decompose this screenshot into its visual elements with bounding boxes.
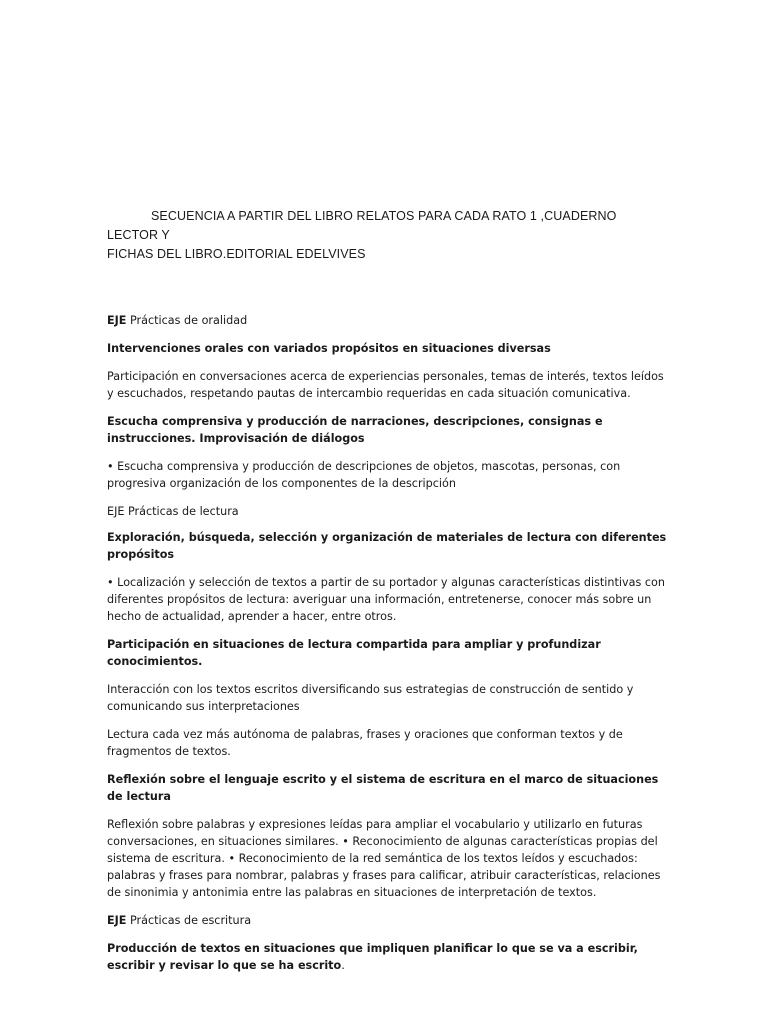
eje-text: Prácticas de escritura: [126, 914, 252, 927]
heading-intervenciones: Intervenciones orales con variados propósitos en situaciones diversas: [107, 342, 551, 355]
paragraph-reflexion: Reflexión sobre palabras y expresiones leídas para ampliar el vocabulario y utilizarlo en futuras conversaciones, en situaciones similares. • Reconocimiento de algunas características propias del sistema de escritura. • Reconocimiento de la red semántica de los textos leídos y escuchados: palabras y frases para nombrar, palabras y frases para calificar, atribuir características, relaciones de sinonimia y antonimia entre las palabras en situaciones de interpretación de textos.: [107, 818, 661, 899]
eje-oralidad: [107, 312, 667, 329]
heading-produccion-text: Producción de textos en situaciones que impliquen planificar lo que se va a escribir, escribir y revisar lo que se ha escrito: [107, 942, 638, 972]
heading-lectura-compartida: Participación en situaciones de lectura compartida para ampliar y profundizar conocimientos.: [107, 638, 601, 668]
paragraph-participacion: Participación en conversaciones acerca de experiencias personales, temas de interés, textos leídos y escuchados, respetando pautas de intercambio requeridas en cada situación comunicativa.: [107, 370, 664, 400]
paragraph-localizacion: • Localización y selección de textos a partir de su portador y algunas características distintivas con diferentes propósitos de lectura: averiguar una información, entretenerse, conocer más sobre un hecho de actualidad, aprender a hacer, entre otros.: [107, 576, 665, 623]
title-line-1: SECUENCIA A PARTIR DEL LIBRO RELATOS PARA CADA RATO 1 ,CUADERNO LECTOR Y: [107, 209, 617, 242]
title-line-2: FICHAS DEL LIBRO.EDITORIAL EDELVIVES: [107, 247, 366, 261]
heading-escucha: Escucha comprensiva y producción de narraciones, descripciones, consignas e instrucciones. Improvisación de diálogos: [107, 415, 603, 445]
heading-produccion: [107, 940, 667, 974]
eje-label: EJE: [107, 914, 127, 927]
eje-label: EJE: [107, 314, 127, 327]
paragraph-interaccion: Interacción con los textos escritos diversificando sus estrategias de construcción de sentido y comunicando sus interpretaciones: [107, 683, 634, 713]
document-body: [107, 312, 667, 985]
eje-text: Prácticas de oralidad: [126, 314, 248, 327]
document-title: [107, 207, 667, 264]
eje-lectura: EJE Prácticas de lectura: [107, 505, 239, 518]
paragraph-lectura-autonoma: Lectura cada vez más autónoma de palabras, frases y oraciones que conforman textos y de fragmentos de textos.: [107, 728, 623, 758]
paragraph-escucha-descripciones: • Escucha comprensiva y producción de descripciones de objetos, mascotas, personas, con progresiva organización de los componentes de la descripción: [107, 460, 621, 490]
eje-escritura: [107, 912, 667, 929]
heading-exploracion: Exploración, búsqueda, selección y organización de materiales de lectura con diferentes propósitos: [107, 531, 667, 561]
heading-reflexion: Reflexión sobre el lenguaje escrito y el sistema de escritura en el marco de situaciones de lectura: [107, 773, 659, 803]
heading-produccion-tail: .: [341, 959, 345, 972]
